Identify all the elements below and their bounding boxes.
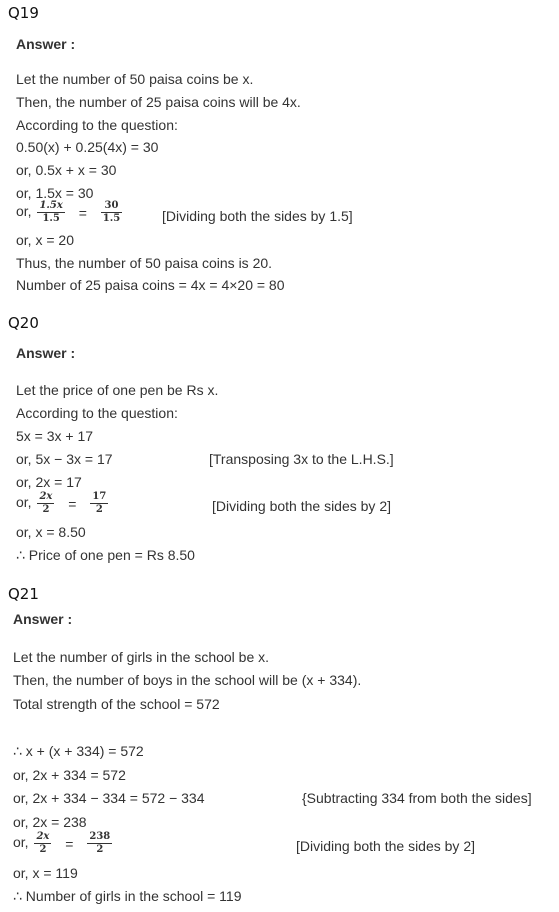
question-number: Q19 [8,4,39,22]
solution-line: 5x = 3x + 17 [16,428,94,444]
solution-line: or, 5x − 3x = 17 [16,451,113,467]
solution-line: or, 0.5x + x = 30 [16,162,117,178]
lhs-numerator: 2x [36,831,50,842]
solution-line: or, 2x + 334 = 572 [13,767,126,783]
lhs-fraction [34,832,51,855]
solution-line: 0.50(x) + 0.25(4x) = 30 [16,139,159,155]
fraction-step [16,201,124,224]
step-note: [Transposing 3x to the L.H.S.] [209,451,394,467]
step-note: [Dividing both the sides by 2] [212,498,391,514]
answer-heading: Answer : [16,345,76,361]
solution-line: Then, the number of 25 paisa coins will be 4x. [16,94,301,110]
solution-line: ∴ x + (x + 334) = 572 [13,743,144,759]
lhs-numerator: 1.5x [39,200,63,211]
fraction-step [13,832,114,855]
solution-line: According to the question: [16,405,178,421]
rhs-denominator: 2 [96,844,104,855]
rhs-numerator: 238 [89,831,111,842]
solution-line: or, x = 8.50 [16,524,86,540]
solution-line: Thus, the number of 50 paisa coins is 20. [16,255,273,271]
solution-line: or, x = 20 [16,232,74,248]
lhs-numerator: 2x [39,491,53,502]
solution-line: or, 2x + 334 − 334 = 572 − 334 [13,790,205,806]
rhs-denominator: 2 [95,504,103,515]
solution-line: or, 2x = 238 [13,814,87,830]
question-number: Q20 [8,314,39,332]
solution-line: Total strength of the school = 572 [13,696,220,712]
solution-line: or, 2x = 17 [16,474,82,490]
rhs-fraction [101,201,122,224]
solution-line: Number of 25 paisa coins = 4x = 4×20 = 80 [16,277,285,293]
rhs-fraction [87,832,112,855]
step-note: {Subtracting 334 from both the sides] [302,790,532,806]
step-note: [Dividing both the sides by 1.5] [162,208,353,224]
solution-line: or, x = 119 [13,865,78,881]
fraction-prefix: or, [13,834,29,851]
answer-heading: Answer : [16,36,76,52]
solution-line: ∴ Price of one pen = Rs 8.50 [16,547,195,563]
lhs-fraction [37,492,54,515]
solution-line: According to the question: [16,117,178,133]
answer-heading: Answer : [13,611,73,627]
equals-sign: = [65,835,74,852]
rhs-denominator: 1.5 [102,213,121,224]
rhs-numerator: 17 [92,491,107,502]
lhs-denominator: 2 [42,504,50,515]
solution-line: Then, the number of boys in the school will be (x + 334). [13,672,362,688]
step-note: [Dividing both the sides by 2] [296,838,475,854]
question-number: Q21 [8,585,39,603]
lhs-fraction [37,201,64,224]
lhs-denominator: 1.5 [42,213,60,224]
lhs-denominator: 2 [39,844,47,855]
solution-line: Let the price of one pen be Rs x. [16,382,219,398]
solution-line: or, 1.5x = 30 [16,185,94,201]
solution-line: ∴ Number of girls in the school = 119 [13,888,242,904]
solution-line: Let the number of 50 paisa coins be x. [16,71,254,87]
equals-sign: = [68,495,77,512]
fraction-prefix: or, [16,494,32,511]
rhs-numerator: 30 [101,201,122,213]
fraction-step [16,492,110,515]
fraction-prefix: or, [16,203,32,220]
solution-line: Let the number of girls in the school be x. [13,649,270,665]
equals-sign: = [78,204,87,221]
rhs-fraction [90,492,108,515]
